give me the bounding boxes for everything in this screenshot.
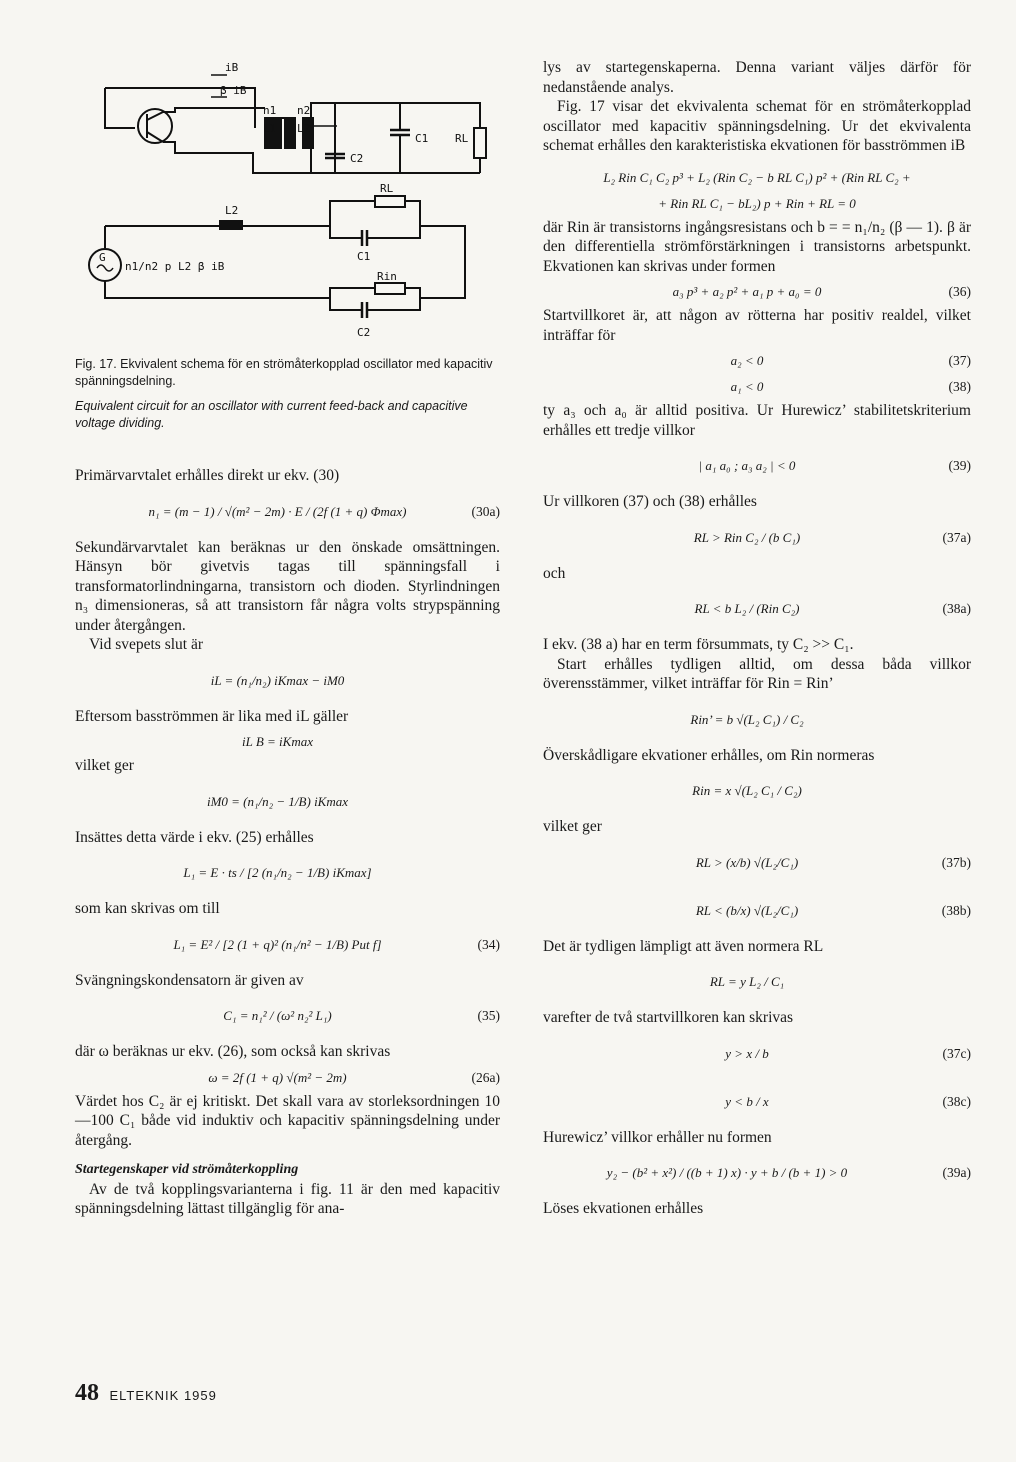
equation-iLB [75,730,500,752]
equation-text: a₃ p³ + a₂ p² + a₁ p + a₀ = 0 [672,284,822,299]
label-C1-bottom: C1 [357,250,371,263]
equation-number: (38a) [942,601,971,616]
paragraph: som kan skrivas om till [75,900,220,917]
equation-35 [75,994,500,1038]
equation-text: L₁ = E² / [2 (1 + q)² (n₁/n² − 1/B) Put f] [173,936,382,952]
equation-number: (39a) [942,1165,971,1180]
equation-text: Rin’ = b √(L₂ C₁) / C₂ [690,711,804,727]
equation-number: (37c) [942,1045,971,1061]
paragraph: lys av startegenskaperna. Denna variant väljes därför för nedanstående analys. [543,59,971,96]
paragraph: Start erhålles tydligen alltid, om dessa båda villkor överensstämmer, vilket inträffar för Rin = Rin’ [543,655,971,692]
paragraph: Fig. 17 visar det ekvivalenta schemat för en strömåterkopplad oscillator med kapacitiv spänningsdelning. Ur det ekvivalenta schemat erhålles den karakteristiska ekvationen för basströmmen iB [543,98,971,154]
equation-text: iM0 = (n₁/n₂ − 1/B) iKmax [206,793,349,809]
equation-number: (30a) [471,503,500,519]
equation-38 [543,375,971,397]
paragraph: I ekv. (38 a) har en term försummats, ty C₂ >> C₁. [543,636,854,653]
paragraph: varefter de två startvillkoren kan skrivas [543,1009,794,1026]
paragraph: Överskådligare ekvationer erhålles, om Rin normeras [543,746,875,764]
equation-iL [75,659,500,703]
equation-text: C₁ = n₁² / (ω² n₂² L₁) [223,1008,332,1023]
equation-37a [543,516,971,560]
right-column [543,58,971,1219]
paragraph: Av de två kopplingsvarianterna i fig. 11 är den med kapacitiv spänningsdelning lättast tillgänglig för ana- [75,1180,500,1217]
paragraph: ty a₃ och a₀ är alltid positiva. Ur Hurewicz’ stabilitetskriterium erhålles ett tredje villkor [543,402,971,439]
equation-number: (26a) [471,1069,500,1085]
equation-text: | a₁ a₀ ; a₃ a₂ | < 0 [698,458,796,473]
equation-number: (39) [948,458,971,473]
equation-number: (37) [948,353,971,368]
label-C1-top: C1 [415,132,429,145]
equation-text: RL < b L₂ / (Rin C₂) [694,601,800,616]
equation-30a [75,490,500,534]
label-RL-top: RL [455,132,469,145]
equation-text: RL > (x/b) √(L₂/C₁) [695,854,799,870]
paragraph: Svängningskondensatorn är given av [75,971,304,989]
paragraph: där Rin är transistorns ingångsresistans och b = = n₁/n₂ (β — 1). β är den differentiella strömförstärkningen i transistorns arbetspunkt. Ekvationen kan skrivas under formen [543,218,971,275]
section-heading: Startegenskaper vid strömåterkoppling [75,1162,299,1177]
equation-text: Rin = x √(L₂ C₁ / C₂) [692,783,802,798]
left-column [75,58,500,1219]
label-RL-bottom: RL [380,182,394,195]
paragraph: Ur villkoren (37) och (38) erhålles [543,493,757,510]
equation-text: + Rin RL C₁ − bL₂) p + Rin + RL = 0 [658,195,856,211]
paragraph: vilket ger [75,757,134,774]
label-generator-ratio: n1/n2 p L2 β iB [125,260,225,273]
equation-number: (35) [477,1008,500,1023]
equation-text: y > x / b [725,1045,769,1061]
paragraph: där ω beräknas ur ekv. (26), som också kan skrivas [75,1043,391,1060]
equation-number: (37a) [942,529,971,545]
figure-caption-swedish: Fig. 17. Ekvivalent schema för en strömåterkopplad oscillator med kapacitiv spänningsdelning. [75,357,493,388]
label-L1: L1 [263,122,277,135]
paragraph: Primärvarvtalet erhålles direkt ur ekv. (30) [75,467,340,484]
label-C2-top: C2 [350,152,364,165]
equation-text: iL B = iKmax [241,734,313,749]
label-C2-bottom: C2 [357,326,371,339]
equation-rin-prime [543,698,971,742]
paragraph: Insättes detta värde i ekv. (25) erhålles [75,828,314,846]
equation-text: L₁ = E · ts / [2 (n₁/n₂ − 1/B) iKmax] [183,865,372,880]
equation-rl-normalized [543,960,971,1004]
label-n1: n1 [263,104,277,117]
equation-38b [543,889,971,933]
label-iB: iB [225,61,239,74]
label-G: G [99,251,106,264]
paragraph: Vid svepets slut är [89,636,204,653]
paragraph: Det är tydligen lämpligt att även normera RL [543,937,824,955]
equation-37 [543,349,971,371]
paragraph: Hurewicz’ villkor erhåller nu formen [543,1128,772,1146]
equation-text: a₂ < 0 [730,353,764,368]
equation-number: (38b) [941,902,971,918]
equation-number: (34) [477,936,500,952]
equation-text: n₁ = (m − 1) / √(m² − 2m) · E / (2f (1 + q) Φmax) [148,503,407,519]
equation-L1-first [75,851,500,895]
equation-text: L₂ Rin C₁ C₂ p³ + L₂ (Rin C₂ − b RL C₁) p² + (Rin RL C₂ + [603,169,911,185]
label-Rin: Rin [377,270,397,283]
journal-name: ELTEKNIK 1959 [109,1388,217,1403]
equation-38a [543,587,971,631]
equation-text: a₁ < 0 [730,379,764,394]
equation-number: (38c) [942,1093,971,1109]
equation-38c [543,1080,971,1124]
equation-text: RL < (b/x) √(L₂/C₁) [695,902,799,918]
figure-caption-english: Equivalent circuit for an oscillator with current feed-back and capacitive voltage dividing. [75,399,468,430]
equation-rin-normalized [543,769,971,813]
equation-number: (36) [948,284,971,299]
equation-text: y₂ − (b² + x²) / ((b + 1) x) · y + b / (b + 1) > 0 [606,1165,848,1180]
equation-text: iL = (n₁/n₂) iKmax − iM0 [210,672,345,688]
equation-34 [75,923,500,967]
label-L2: L2 [297,122,311,135]
paragraph: Sekundärvarvtalet kan beräknas ur den önskade omsättningen. Hänsyn bör givetvis tagas till spänningsfall i transformatorlindningarna, transistorn och dioden. Styrlindningen n₃ dimensioneras, så att transistorn får några volts strypspänning under återgången. [75,538,500,634]
page-number: 48 [75,1380,99,1406]
equation-text: RL = y L₂ / C₁ [709,974,785,989]
equation-36 [543,280,971,302]
paragraph: vilket ger [543,818,602,835]
equation-text: y < b / x [725,1093,769,1109]
equation-37b [543,841,971,885]
label-n2: n2 [297,104,311,117]
equation-26a [75,1066,500,1088]
label-L2-bottom: L2 [225,204,239,217]
equation-39a [543,1151,971,1195]
paragraph: och [543,564,566,582]
equation-text: ω = 2f (1 + q) √(m² − 2m) [208,1069,347,1085]
page-footer [75,1380,217,1407]
equation-text: RL > Rin C₂ / (b C₁) [693,529,801,545]
paragraph: Startvillkoret är, att någon av rötterna har positiv realdel, vilket inträffar för [543,307,971,344]
equation-number: (37b) [941,854,971,870]
equation-characteristic-line2 [543,192,971,214]
label-beta-iB: β iB [220,84,247,97]
equation-39 [543,444,971,488]
paragraph: Löses ekvationen erhålles [543,1200,704,1217]
equation-characteristic-line1 [543,166,971,188]
paragraph: Eftersom basströmmen är lika med iL gäller [75,707,349,725]
paragraph: Värdet hos C₂ är ej kritiskt. Det skall vara av storleksordningen 10—100 C₁ både vid induktiv och kapacitiv spänningsdelning under återgång. [75,1092,500,1149]
equation-iM0 [75,780,500,824]
equation-37c [543,1032,971,1076]
equation-number: (38) [948,379,971,394]
